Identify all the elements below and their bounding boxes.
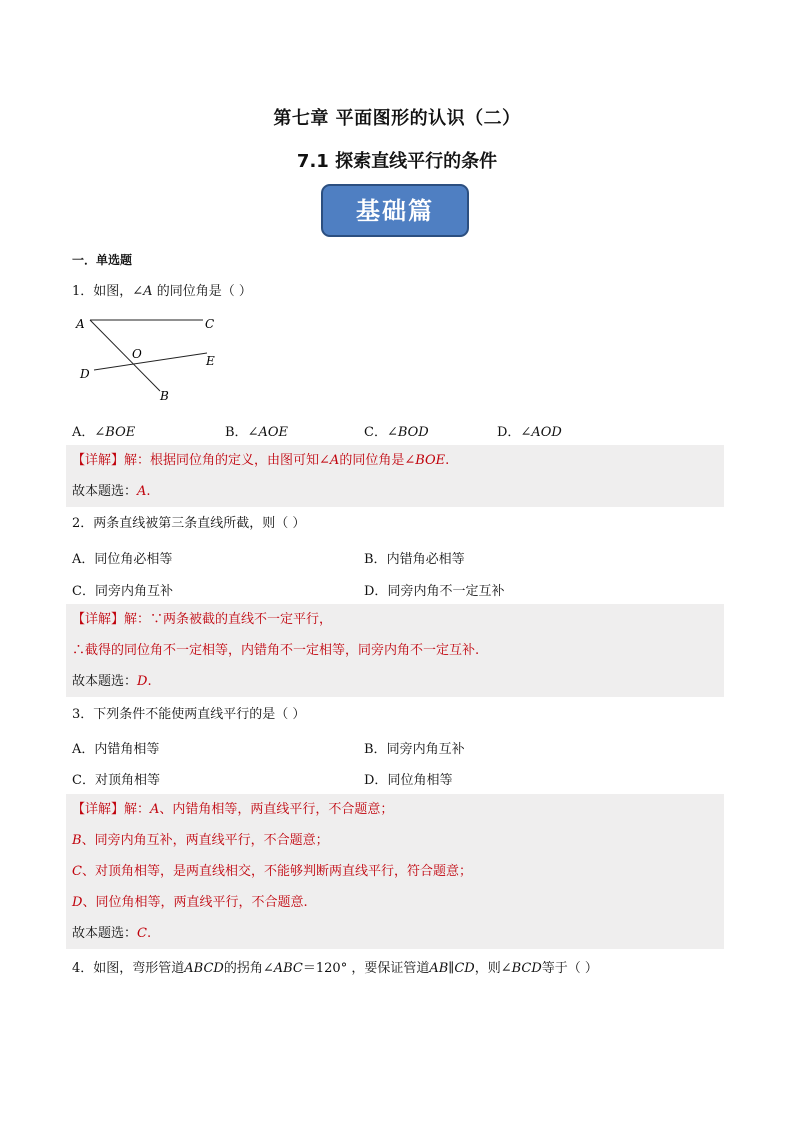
q2-explanation [66, 604, 724, 697]
q2-expl-line2: ∴截得的同位角不一定相等，内错角不一定相等，同旁内角不一定互补. [72, 643, 480, 658]
q3-option-a[interactable]: A．内错角相等 [72, 742, 160, 757]
q3-expl-line4: D、同位角相等，两直线平行，不合题意. [72, 895, 308, 910]
q3-option-d[interactable]: D．同位角相等 [364, 773, 453, 788]
q2-answer: 故本题选：D. [72, 674, 152, 689]
label-c: C [205, 317, 215, 331]
level-badge: 基础篇 [321, 184, 469, 237]
q3-explanation [66, 794, 724, 949]
q2-option-a[interactable]: A．同位角必相等 [72, 552, 173, 567]
section-heading: 一．单选题 [72, 253, 133, 267]
q2-option-d[interactable]: D．同旁内角不一定互补 [364, 584, 505, 599]
q1-stem [72, 283, 252, 301]
label-a: A [76, 317, 85, 331]
expl-tag: 【详解】 [72, 453, 125, 468]
q2-option-c[interactable]: C．同旁内角互补 [72, 584, 173, 599]
line-ab [90, 320, 160, 391]
q1-option-c[interactable]: C．∠BOD [364, 425, 429, 440]
q2-stem: 2．两条直线被第三条直线所截，则（ ） [72, 516, 306, 531]
q1-option-a[interactable]: A．∠BOE [72, 425, 136, 440]
q1-explanation [66, 445, 724, 507]
q1-expl-line1: 【详解】解：根据同位角的定义，由图可知∠A的同位角是∠BOE. [72, 453, 450, 468]
q1-option-b[interactable]: B．∠AOE [225, 425, 288, 440]
chapter-title: 第七章 平面图形的认识（二） [273, 108, 521, 129]
q3-answer: 故本题选：C. [72, 926, 152, 941]
section-title: 7.1 探索直线平行的条件 [296, 151, 498, 172]
q4-stem: 4．如图，弯形管道ABCD的拐角∠ABC＝120° ，要保证管道AB∥CD，则∠BCD等于（ ） [72, 961, 598, 976]
q3-option-b[interactable]: B．同旁内角互补 [364, 742, 465, 757]
q1-stem-suffix: 的同位角是（ ） [152, 284, 252, 299]
q3-expl-line2: B、同旁内角互补，两直线平行，不合题意； [72, 833, 329, 848]
label-b: B [160, 389, 169, 403]
q1-stem-prefix: 1．如图， [72, 284, 133, 299]
q3-expl-line3: C、对顶角相等，是两直线相交，不能够判断两直线平行，符合题意； [72, 864, 472, 879]
q3-expl-line1: 【详解】解：A、内错角相等，两直线平行，不合题意； [72, 802, 394, 817]
label-d: D [80, 367, 90, 381]
q1-figure [70, 308, 230, 408]
label-e: E [206, 354, 215, 368]
q3-option-c[interactable]: C．对顶角相等 [72, 773, 160, 788]
q2-option-b[interactable]: B．内错角必相等 [364, 552, 465, 567]
q1-option-d[interactable]: D．∠AOD [497, 425, 562, 440]
label-o: O [132, 347, 142, 361]
q1-stem-angle: ∠A [132, 284, 153, 299]
q1-answer: 故本题选：A. [72, 484, 151, 499]
q2-expl-line1: 【详解】解：∵两条被截的直线不一定平行， [72, 612, 333, 627]
q3-stem: 3．下列条件不能使两直线平行的是（ ） [72, 707, 306, 722]
line-de [94, 353, 207, 370]
